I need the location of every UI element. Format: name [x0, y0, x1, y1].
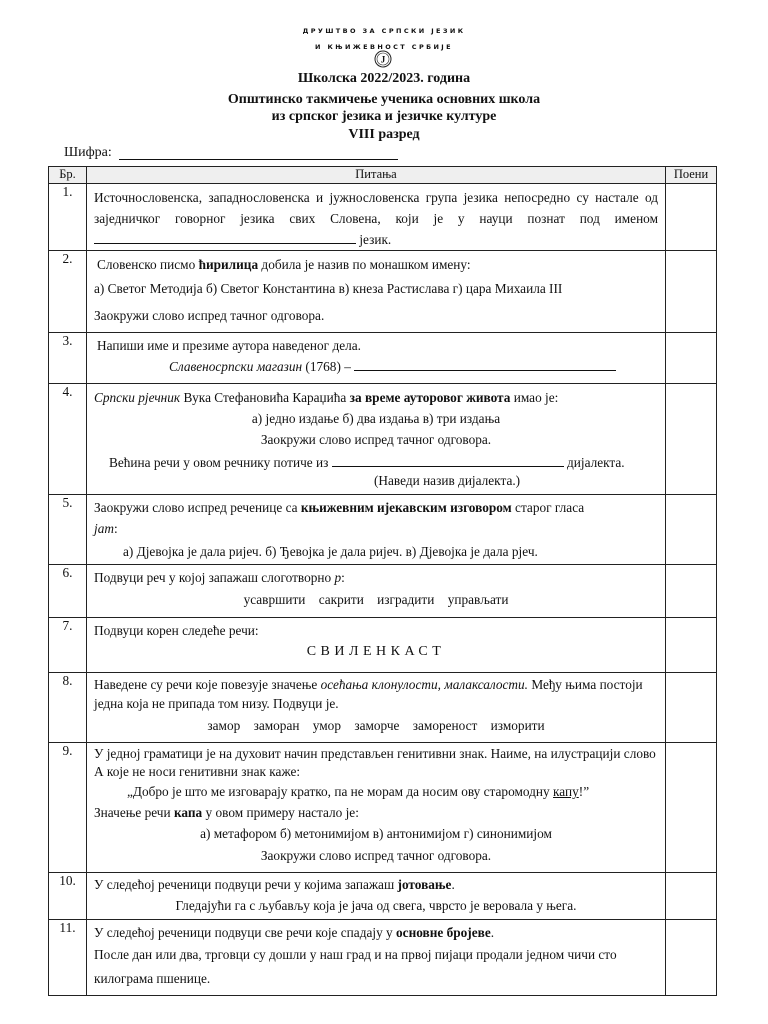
- q4-mid: Вука Стефановића Караџића: [180, 390, 350, 405]
- question-number: 7.: [49, 618, 87, 673]
- q1-end: језик.: [359, 232, 392, 247]
- points-cell[interactable]: [666, 673, 717, 743]
- points-cell[interactable]: [666, 743, 717, 873]
- question-cell: [87, 495, 666, 565]
- society-logo-icon: [374, 50, 392, 68]
- q11-bold: основне бројеве: [396, 925, 491, 940]
- points-cell[interactable]: [666, 333, 717, 384]
- question-row-3: [49, 333, 717, 384]
- q6-word[interactable]: изградити: [377, 592, 435, 607]
- title-school-year: Школска 2022/2023. година: [297, 71, 471, 86]
- question-cell: [87, 743, 666, 873]
- q2-options[interactable]: а) Светог Методија б) Светог Константина в) кнеза Растислава г) цара Михаила III: [94, 281, 563, 296]
- question-cell: [87, 673, 666, 743]
- q11-sentence[interactable]: После дан или два, трговци су дошли у наш град и на првој пијаци продали једном чичи сто килограма пшенице.: [94, 947, 617, 986]
- q9-meaning-bold: капа: [173, 805, 203, 820]
- q11-post: .: [490, 925, 495, 940]
- question-row-7: [49, 618, 717, 673]
- q3-work-title: Славеносрпски магазин: [169, 359, 303, 374]
- question-number: 9.: [49, 743, 87, 873]
- q9-quote: „Добро је што ме изговарају кратко, па не морам да носим ову старомодну: [127, 784, 554, 799]
- question-cell: [87, 920, 666, 996]
- question-cell: [87, 873, 666, 920]
- q6-italic: р: [334, 570, 342, 585]
- points-cell[interactable]: [666, 920, 717, 996]
- q8-word[interactable]: изморити: [490, 718, 545, 733]
- q3-answer-blank[interactable]: [354, 358, 616, 371]
- table-header-row: [49, 167, 717, 184]
- q4-instruction: Заокружи слово испред тачног одговора.: [260, 432, 492, 447]
- q10-bold: јотовање: [397, 877, 452, 892]
- q9-meaning-post: у овом примеру настало је:: [202, 805, 359, 820]
- points-cell[interactable]: [666, 873, 717, 920]
- q7-text: Подвуци корен следеће речи:: [94, 623, 259, 638]
- q9-options[interactable]: а) метафором б) метонимијом в) антонимијом г) синонимијом: [200, 826, 552, 841]
- question-row-11: [49, 920, 717, 996]
- q9-instruction: Заокружи слово испред тачног одговора.: [260, 848, 492, 863]
- question-number: 1.: [49, 184, 87, 251]
- question-row-10: [49, 873, 717, 920]
- header-questions: Питања: [87, 167, 666, 184]
- question-number: 8.: [49, 673, 87, 743]
- q4-line2-pre: Већина речи у овом речнику потиче из: [109, 455, 329, 470]
- question-cell: [87, 384, 666, 495]
- question-number: 11.: [49, 920, 87, 996]
- question-row-4: [49, 384, 717, 495]
- question-number: 6.: [49, 565, 87, 618]
- header-points: Поени: [666, 167, 717, 184]
- q8-post: Међу њима постоји једна која не припада том низу. Подвуци је.: [94, 677, 643, 711]
- title-subject: из српског језика и језичке културе: [271, 109, 497, 124]
- q6-pre: Подвуци реч у којој запажаш слоготворно: [94, 570, 335, 585]
- q5-pre: Заокружи слово испред реченице са: [94, 500, 301, 515]
- q6-post: :: [341, 570, 345, 585]
- question-number: 3.: [49, 333, 87, 384]
- q5-colon: :: [113, 521, 118, 536]
- q2-intro: Словенско писмо: [97, 257, 199, 272]
- q6-word[interactable]: сакрити: [318, 592, 364, 607]
- title-grade: VIII разред: [348, 127, 420, 142]
- code-input-line[interactable]: [119, 159, 398, 160]
- points-cell[interactable]: [666, 251, 717, 333]
- q10-post: .: [451, 877, 455, 892]
- question-row-5: [49, 495, 717, 565]
- question-row-9: [49, 743, 717, 873]
- question-cell: [87, 618, 666, 673]
- q4-line2-post: дијалекта.: [567, 455, 625, 470]
- question-number: 2.: [49, 251, 87, 333]
- q9-quote-end: !”: [578, 784, 590, 799]
- question-row-2: [49, 251, 717, 333]
- points-cell[interactable]: [666, 384, 717, 495]
- q11-pre: У следећој реченици подвуци све речи које спадају у: [94, 925, 397, 940]
- points-cell[interactable]: [666, 184, 717, 251]
- q10-sentence[interactable]: Гледајући га с љубављу која је јача од свега, чврсто је веровала у њега.: [175, 898, 577, 913]
- q6-word[interactable]: управљати: [447, 592, 509, 607]
- q4-dialect-blank[interactable]: [332, 454, 564, 467]
- questions-table: [48, 166, 717, 996]
- q5-bold: књижевним ијекавским изговором: [300, 500, 512, 515]
- header-number: Бр.: [49, 167, 87, 184]
- question-row-6: [49, 565, 717, 618]
- q8-italic: осећања клонулости, малаксалости.: [320, 677, 529, 692]
- q8-word[interactable]: заморан: [253, 718, 300, 733]
- q8-word[interactable]: заморче: [354, 718, 400, 733]
- q2-intro-end: добила је назив по монашком имену:: [258, 257, 471, 272]
- q9-text: У једној граматици је на духовит начин представљен генитивни знак. Наиме, на илустрацији слово А које не носи генитивни знак каже:: [94, 746, 656, 779]
- q5-jat: јат: [94, 521, 114, 536]
- question-number: 10.: [49, 873, 87, 920]
- q7-word[interactable]: СВИЛЕНКАСТ: [306, 644, 446, 659]
- q5-options[interactable]: а) Дјевојка је дала ријеч. б) Ђевојка је дала ријеч. в) Дјевојка је дала рјеч.: [123, 544, 538, 559]
- title-competition: Општинско такмичење ученика основних школа: [227, 92, 541, 107]
- question-number: 5.: [49, 495, 87, 565]
- question-cell: [87, 333, 666, 384]
- question-row-1: [49, 184, 717, 251]
- q4-options[interactable]: а) једно издање б) два издања в) три издања: [251, 411, 501, 426]
- q4-note: (Наведи назив дијалекта.): [374, 473, 521, 488]
- points-cell[interactable]: [666, 618, 717, 673]
- q8-word[interactable]: замор: [207, 718, 241, 733]
- q10-pre: У следећој реченици подвуци речи у којима запажаш: [94, 877, 398, 892]
- question-cell: [87, 184, 666, 251]
- q4-bold: за време ауторовог живота: [349, 390, 511, 405]
- question-cell: [87, 251, 666, 333]
- q1-text: Источнословенска, западнословенска и јужнословенска група језика непосредно су настале од заједничког говорног језика свих Словена, који је у науци познат под именом: [94, 190, 658, 226]
- q4-work-title: Српски рјечник: [94, 390, 181, 405]
- org-name-line2: И КЊИЖЕВНОСТ СРБИЈЕ: [315, 43, 453, 51]
- points-cell[interactable]: [666, 495, 717, 565]
- org-name-line1: ДРУШТВО ЗА СРПСКИ ЈЕЗИК: [302, 27, 466, 35]
- points-cell[interactable]: [666, 565, 717, 618]
- q3-work-year: (1768) –: [302, 359, 351, 374]
- q9-meaning-pre: Значење речи: [94, 805, 174, 820]
- q8-word[interactable]: умор: [312, 718, 341, 733]
- q5-post: старог гласа: [511, 500, 585, 515]
- question-number: 4.: [49, 384, 87, 495]
- question-row-8: [49, 673, 717, 743]
- q2-bold: ћирилица: [198, 257, 259, 272]
- q8-word[interactable]: замореност: [412, 718, 478, 733]
- code-label: Шифра:: [64, 145, 112, 160]
- logo-letter: Ј: [380, 54, 386, 65]
- q9-quote-underlined: капу: [553, 784, 579, 799]
- q6-word[interactable]: усавршити: [243, 592, 306, 607]
- question-cell: [87, 565, 666, 618]
- q4-post: имао је:: [510, 390, 559, 405]
- q2-instruction: Заокружи слово испред тачног одговора.: [94, 308, 325, 323]
- q1-answer-blank[interactable]: [94, 231, 356, 244]
- q8-pre: Наведене су речи које повезује значење: [94, 677, 321, 692]
- q3-text: Напиши име и презиме аутора наведеног дела.: [97, 338, 361, 353]
